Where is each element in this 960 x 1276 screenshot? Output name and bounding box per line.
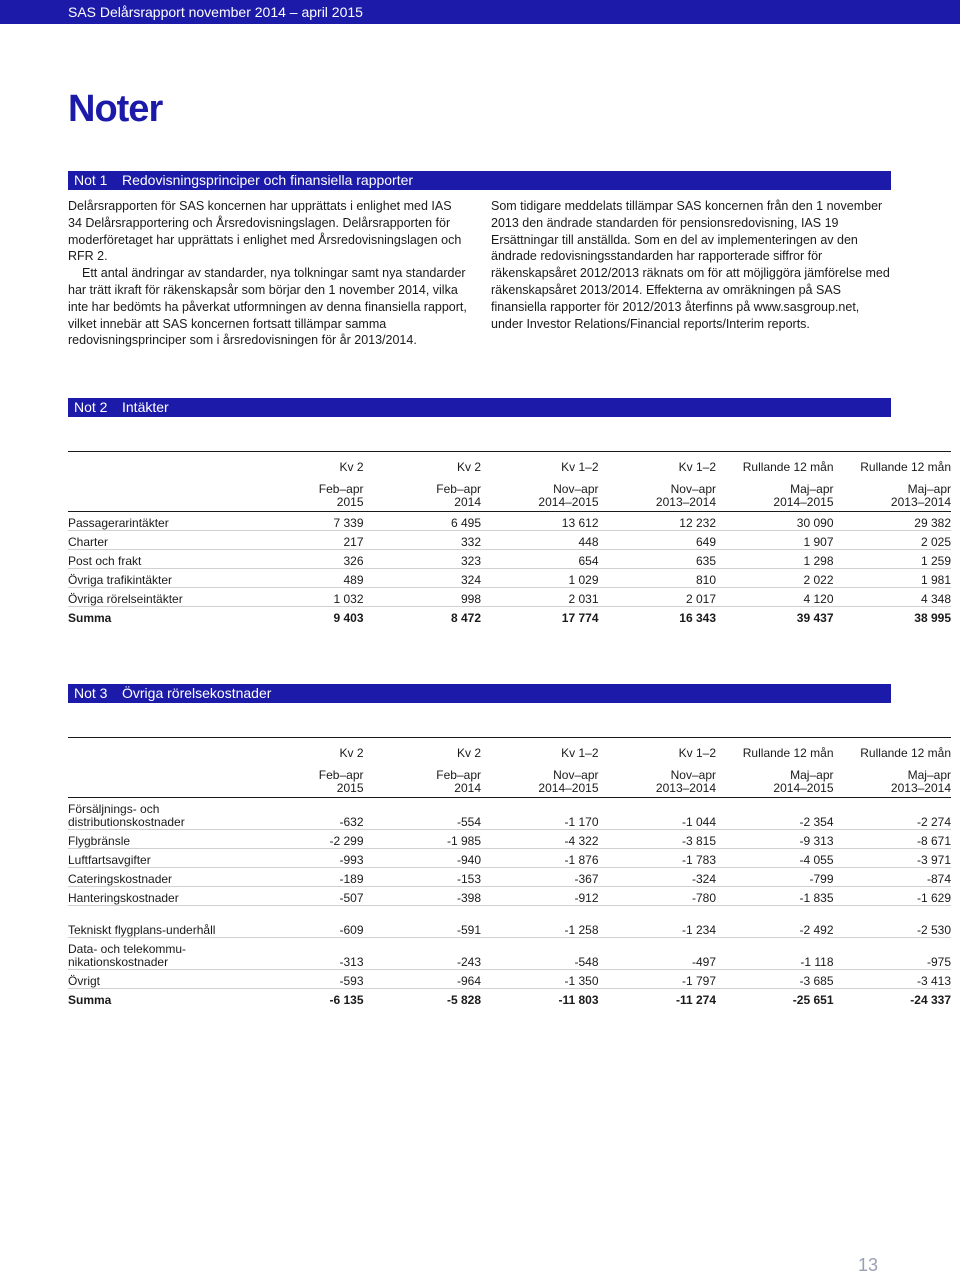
column-header-months: Nov–apr (670, 482, 716, 496)
table-row (68, 970, 951, 989)
column-header-range (246, 475, 364, 512)
row-value: -497 (599, 938, 717, 970)
row-value: -3 685 (716, 970, 834, 989)
total-value: 16 343 (599, 607, 717, 626)
column-header-range (599, 475, 717, 512)
row-value: 1 259 (834, 550, 952, 569)
row-label: Post och frakt (68, 550, 246, 569)
row-value: -313 (246, 938, 364, 970)
expenses-table-body (68, 798, 951, 1008)
row-value: 489 (246, 569, 364, 588)
row-value: -1 350 (481, 970, 599, 989)
column-header-range (364, 475, 482, 512)
row-value: -2 299 (246, 830, 364, 849)
row-value: -398 (364, 887, 482, 906)
row-value: -3 971 (834, 849, 952, 868)
total-value: -11 274 (599, 989, 717, 1008)
row-value: -780 (599, 887, 717, 906)
row-value: -3 815 (599, 830, 717, 849)
row-value: -8 671 (834, 830, 952, 849)
column-header-range (481, 475, 599, 512)
table-row (68, 798, 951, 830)
note2-title: Intäkter (122, 399, 169, 415)
row-value: -1 044 (599, 798, 717, 830)
column-header-range (716, 761, 834, 798)
column-header-months: Nov–apr (553, 482, 599, 496)
row-value: -1 797 (599, 970, 717, 989)
row-label: Charter (68, 531, 246, 550)
row-value: 649 (599, 531, 717, 550)
table-row (68, 512, 951, 531)
total-label: Summa (68, 989, 246, 1008)
row-value: -243 (364, 938, 482, 970)
row-label: Försäljnings- och distributionskostnader (68, 798, 246, 830)
column-header-months: Feb–apr (318, 482, 364, 496)
column-header-empty (68, 452, 246, 476)
row-label: Passagerarintäkter (68, 512, 246, 531)
table-row (68, 830, 951, 849)
row-value: -609 (246, 906, 364, 938)
row-value: 1 029 (481, 569, 599, 588)
row-value: -3 413 (834, 970, 952, 989)
total-value: -6 135 (246, 989, 364, 1008)
note1-paragraph-3: Som tidigare meddelats tillämpar SAS koncernen från den 1 november 2013 den ändrade standarden för pensionsredovisning, IAS 19 Ersättningar till anställda. Som en del av implementeringen av den ändrade redovisningsstandarden har rapporterade siffror för räkenskapsåret 2012/2013 räknats om för att möjliggöra jämförelse med räkenskapsåret 2013/2014. Effekterna av omräkningen på SAS finansiella rapporter för 2012/2013 återfinns på www.sasgroup.net, under Investor Relations/Financial reports/Interim reports. (491, 199, 890, 331)
column-header-year: 2014–2015 (773, 495, 834, 509)
row-value: 332 (364, 531, 482, 550)
row-value: -548 (481, 938, 599, 970)
column-header-year: 2014 (454, 495, 481, 509)
column-header-range (834, 761, 952, 798)
table-row (68, 849, 951, 868)
column-header-months: Maj–apr (907, 482, 951, 496)
row-value: 1 981 (834, 569, 952, 588)
column-header-period: Kv 1–2 (481, 738, 599, 762)
running-header (0, 0, 960, 24)
row-value: -1 783 (599, 849, 717, 868)
table-row (68, 906, 951, 938)
column-header-period: Rullande 12 mån (834, 738, 952, 762)
row-value: 13 612 (481, 512, 599, 531)
total-value: -5 828 (364, 989, 482, 1008)
note1-paragraph-2: Ett antal ändringar av standarder, nya tolkningar samt nya standarder har trätt ikraft för räkenskapsår som börjar den 1 november 2014, vilka inte har bedömts ha påverkat utformningen av denna finansiella rapport, vilket innebär att SAS koncernen fortsatt tillämpar samma redovisningsprinciper som i årsredovisningen för år 2013/2014. (68, 266, 467, 348)
row-value: -993 (246, 849, 364, 868)
column-header-months: Maj–apr (907, 768, 951, 782)
row-value: 6 495 (364, 512, 482, 531)
note1-heading-bar (68, 171, 891, 190)
row-label: Hanteringskostnader (68, 887, 246, 906)
row-value: -2 530 (834, 906, 952, 938)
row-value: -189 (246, 868, 364, 887)
row-value: 635 (599, 550, 717, 569)
row-value: -1 118 (716, 938, 834, 970)
column-header-period: Rullande 12 mån (716, 738, 834, 762)
row-value: -593 (246, 970, 364, 989)
note2-number: Not 2 (74, 399, 108, 415)
page-title: Noter (68, 88, 163, 130)
column-header-year: 2014–2015 (538, 781, 599, 795)
row-value: -153 (364, 868, 482, 887)
row-value: -964 (364, 970, 482, 989)
note1-title: Redovisningsprinciper och finansiella rapporter (122, 172, 414, 188)
row-value: 2 022 (716, 569, 834, 588)
row-value: 4 120 (716, 588, 834, 607)
row-value: 30 090 (716, 512, 834, 531)
row-value: -2 274 (834, 798, 952, 830)
column-header-period: Kv 2 (364, 452, 482, 476)
column-header-range (481, 761, 599, 798)
row-value: -940 (364, 849, 482, 868)
note3-title: Övriga rörelsekostnader (122, 685, 272, 701)
row-value: 1 032 (246, 588, 364, 607)
row-label: Övriga rörelseintäkter (68, 588, 246, 607)
column-header-year: 2013–2014 (890, 495, 951, 509)
total-label: Summa (68, 607, 246, 626)
row-value: -2 492 (716, 906, 834, 938)
column-header-empty (68, 738, 246, 762)
row-value: 2 017 (599, 588, 717, 607)
column-header-year: 2014–2015 (773, 781, 834, 795)
row-value: 326 (246, 550, 364, 569)
row-value: -1 170 (481, 798, 599, 830)
column-header-period: Kv 1–2 (599, 452, 717, 476)
column-header-months: Feb–apr (318, 768, 364, 782)
column-header-period: Rullande 12 mån (716, 452, 834, 476)
column-header-period: Kv 1–2 (481, 452, 599, 476)
table-row (68, 887, 951, 906)
table-row (68, 588, 951, 607)
row-value: -1 629 (834, 887, 952, 906)
column-header-months: Nov–apr (553, 768, 599, 782)
row-value: -4 055 (716, 849, 834, 868)
table-row (68, 868, 951, 887)
table-total-row (68, 989, 951, 1008)
row-value: -324 (599, 868, 717, 887)
row-value: -799 (716, 868, 834, 887)
row-value: -1 876 (481, 849, 599, 868)
column-header-range (246, 761, 364, 798)
row-label: Cateringskostnader (68, 868, 246, 887)
column-header-empty (68, 761, 246, 798)
revenue-table-range-header (68, 475, 951, 512)
table-row (68, 938, 951, 970)
row-value: 12 232 (599, 512, 717, 531)
column-header-months: Maj–apr (790, 482, 834, 496)
column-header-year: 2013–2014 (655, 495, 716, 509)
row-value: -632 (246, 798, 364, 830)
row-label: Data- och telekommu-nikationskostnader (68, 938, 246, 970)
row-value: 1 907 (716, 531, 834, 550)
row-value: 810 (599, 569, 717, 588)
total-value: -25 651 (716, 989, 834, 1008)
column-header-period: Kv 2 (246, 452, 364, 476)
page-number: 13 (858, 1255, 879, 1275)
row-value: 1 298 (716, 550, 834, 569)
column-header-months: Feb–apr (436, 482, 481, 496)
table-total-row (68, 607, 951, 626)
revenue-table-period-header (68, 452, 951, 476)
row-value: -4 322 (481, 830, 599, 849)
total-value: 17 774 (481, 607, 599, 626)
column-header-year: 2013–2014 (655, 781, 716, 795)
note1-right-column (491, 198, 891, 332)
row-value: -975 (834, 938, 952, 970)
row-value: -1 985 (364, 830, 482, 849)
row-value: 2 025 (834, 531, 952, 550)
row-value: 324 (364, 569, 482, 588)
column-header-range (364, 761, 482, 798)
column-header-months: Nov–apr (670, 768, 716, 782)
row-value: -367 (481, 868, 599, 887)
row-value: 654 (481, 550, 599, 569)
row-value: -2 354 (716, 798, 834, 830)
total-value: -11 803 (481, 989, 599, 1008)
row-label: Luftfartsavgifter (68, 849, 246, 868)
revenue-table (68, 451, 951, 625)
revenue-table-body (68, 512, 951, 626)
row-value: -874 (834, 868, 952, 887)
column-header-year: 2014 (454, 781, 481, 795)
row-value: 2 031 (481, 588, 599, 607)
total-value: -24 337 (834, 989, 952, 1008)
note2-heading-bar (68, 398, 891, 417)
column-header-months: Maj–apr (790, 768, 834, 782)
expenses-table-range-header (68, 761, 951, 798)
note1-number: Not 1 (74, 172, 108, 188)
operating-expenses-table (68, 737, 951, 1007)
row-value: 4 348 (834, 588, 952, 607)
row-value: -9 313 (716, 830, 834, 849)
column-header-months: Feb–apr (436, 768, 481, 782)
row-value: 998 (364, 588, 482, 607)
column-header-range (599, 761, 717, 798)
row-value: 448 (481, 531, 599, 550)
running-header-title: SAS Delårsrapport november 2014 – april 2015 (68, 4, 363, 20)
row-label: Övriga trafikintäkter (68, 569, 246, 588)
table-row (68, 531, 951, 550)
row-value: -554 (364, 798, 482, 830)
column-header-year: 2013–2014 (890, 781, 951, 795)
row-label: Tekniskt flygplans-underhåll (68, 906, 246, 938)
row-value: -1 835 (716, 887, 834, 906)
column-header-empty (68, 475, 246, 512)
total-value: 39 437 (716, 607, 834, 626)
column-header-period: Kv 1–2 (599, 738, 717, 762)
total-value: 8 472 (364, 607, 482, 626)
column-header-year: 2015 (336, 495, 364, 509)
note3-heading-bar (68, 684, 891, 703)
column-header-range (834, 475, 952, 512)
column-header-year: 2015 (336, 781, 364, 795)
total-value: 9 403 (246, 607, 364, 626)
note1-left-column (68, 198, 468, 349)
row-value: -912 (481, 887, 599, 906)
row-value: 323 (364, 550, 482, 569)
row-value: -1 234 (599, 906, 717, 938)
table-row (68, 550, 951, 569)
expenses-table-period-header (68, 738, 951, 762)
total-value: 38 995 (834, 607, 952, 626)
column-header-period: Rullande 12 mån (834, 452, 952, 476)
column-header-period: Kv 2 (364, 738, 482, 762)
column-header-range (716, 475, 834, 512)
note3-number: Not 3 (74, 685, 108, 701)
note1-paragraph-1: Delårsrapporten för SAS koncernen har upprättats i enlighet med IAS 34 Delårsrapportering och Årsredovisningslagen. Delårsrapporten för moderföretaget har upprättats i enlighet med Årsredovisningslagen och RFR 2. (68, 199, 462, 264)
row-value: 29 382 (834, 512, 952, 531)
row-value: 217 (246, 531, 364, 550)
table-row (68, 569, 951, 588)
row-value: 7 339 (246, 512, 364, 531)
column-header-period: Kv 2 (246, 738, 364, 762)
row-value: -591 (364, 906, 482, 938)
row-label: Övrigt (68, 970, 246, 989)
row-label: Flygbränsle (68, 830, 246, 849)
column-header-year: 2014–2015 (538, 495, 599, 509)
row-value: -1 258 (481, 906, 599, 938)
row-value: -507 (246, 887, 364, 906)
